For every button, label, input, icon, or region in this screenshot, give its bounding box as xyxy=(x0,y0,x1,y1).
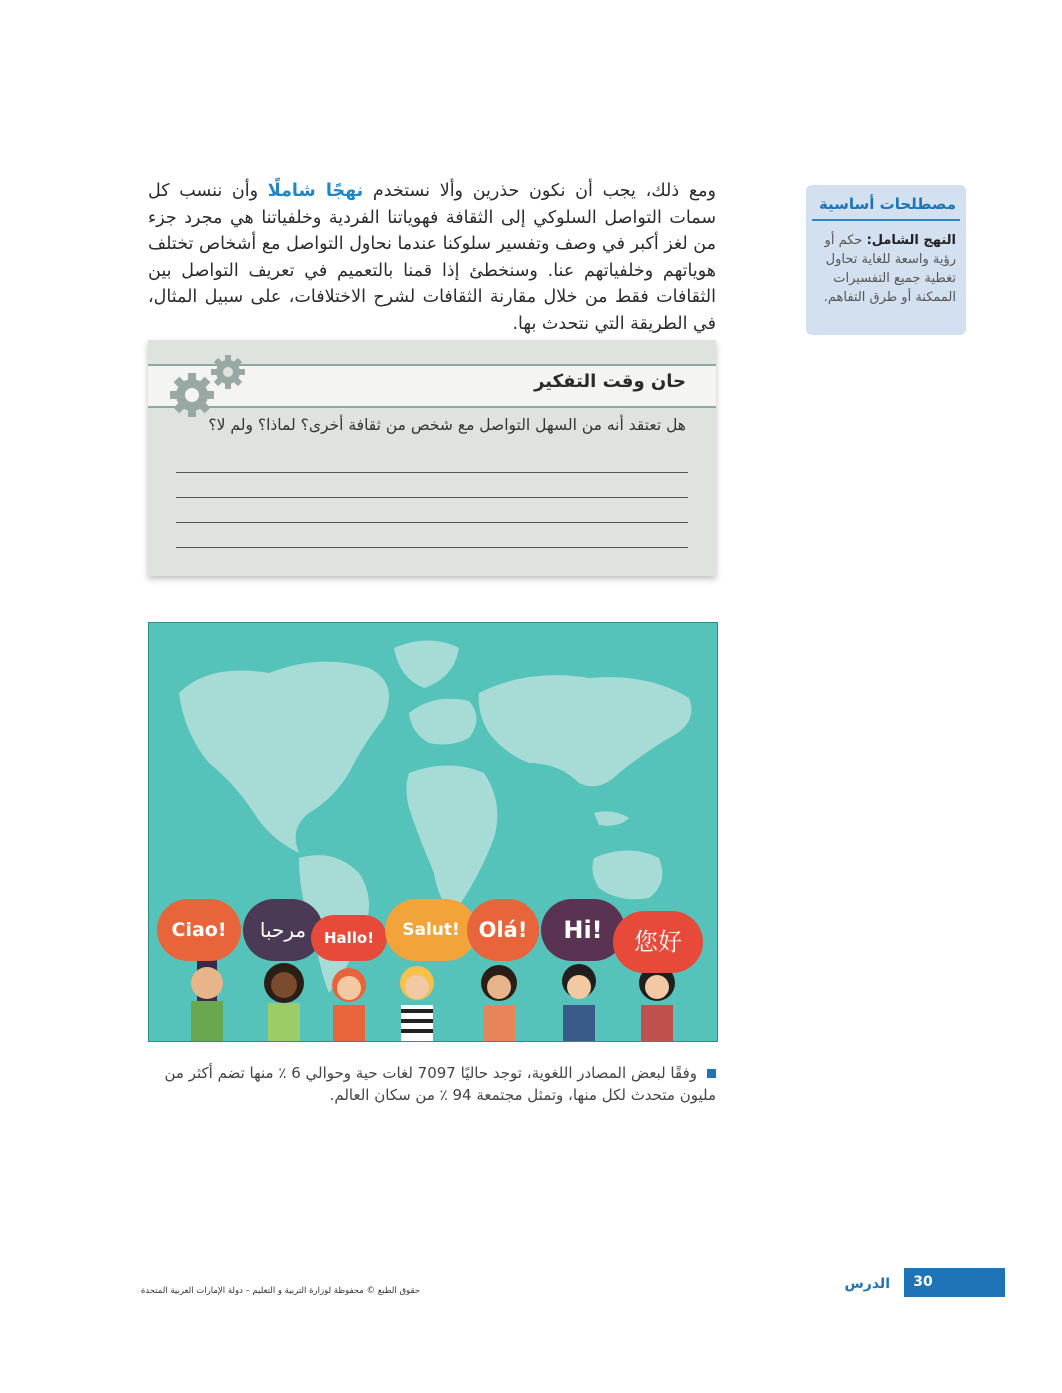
answer-line-2[interactable] xyxy=(176,497,688,498)
caption-text: وفقًا لبعض المصادر اللغوية، توجد حاليًا 7097 لغات حية وحوالي 6 ٪ منها تضم أكثر من مليون متحدث لكل منها، وتمثل مجتمعة 94 ٪ من سكان العالم. xyxy=(164,1064,716,1104)
bubble-nihao: 您好 xyxy=(613,911,703,973)
bubble-hallo: Hallo! xyxy=(311,915,387,961)
world-map-graphic xyxy=(149,623,717,1041)
image-caption xyxy=(156,1062,716,1106)
key-terms-box xyxy=(806,185,966,335)
key-terms-definition xyxy=(814,231,956,307)
lesson-label: الدرس xyxy=(844,1276,890,1292)
copyright-notice: حقوق الطبع © محفوظة لوزارة التربية و التعليم – دولة الإمارات العربية المتحدة xyxy=(140,1286,420,1296)
answer-line-1[interactable] xyxy=(176,472,688,473)
bubble-ciao: Ciao! xyxy=(157,899,241,961)
key-term-name: النهج الشامل: xyxy=(866,233,956,248)
square-bullet-icon xyxy=(707,1069,716,1078)
paragraph-text-1: ومع ذلك، يجب أن نكون حذرين وألا نستخدم xyxy=(363,181,716,201)
key-term-text: حكم أو رؤية واسعة للغاية تحاول تغطية جميع التفسيرات الممكنة أو طرق التفاهم. xyxy=(823,233,956,305)
page-number: 30 xyxy=(913,1274,933,1290)
body-paragraph xyxy=(148,178,716,337)
bubble-marhaba: مرحبا xyxy=(243,899,323,961)
paragraph-text-2: وأن ننسب كل سمات التواصل السلوكي إلى الثقافة فهوياتنا الفردية وخلفياتنا هي مجرد جزء من لغز أكبر في وصف وتفسير سلوكنا عندما نحاول التواصل مع أشخاص تختلف هوياتهم وخلفياتهم عنا. وسنخطئ إذا قمنا بالتعميم في تعريف التواصل بين الثقافات فقط من خلال مقارنة الثقافات لشرح الاختلافات، على سبيل المثال، في الطريقة التي نتحدث بها. xyxy=(148,181,716,334)
bubble-ola: Olá! xyxy=(467,899,539,961)
answer-line-3[interactable] xyxy=(176,522,688,523)
bubble-hi: Hi! xyxy=(541,899,625,961)
highlighted-term[interactable]: نهجًا شاملًا xyxy=(267,181,364,201)
answer-line-4[interactable] xyxy=(176,547,688,548)
think-time-box xyxy=(148,340,716,576)
world-languages-illustration xyxy=(148,622,718,1042)
think-question: هل تعتقد أنه من السهل التواصل مع شخص من ثقافة أخرى؟ لماذا؟ ولم لا؟ xyxy=(208,416,686,434)
key-terms-divider xyxy=(812,219,960,221)
think-title: حان وقت التفكير xyxy=(534,371,686,392)
bubble-salut: Salut! xyxy=(385,899,477,961)
gears-icon xyxy=(156,350,256,420)
key-terms-title: مصطلحات أساسية xyxy=(818,195,956,213)
